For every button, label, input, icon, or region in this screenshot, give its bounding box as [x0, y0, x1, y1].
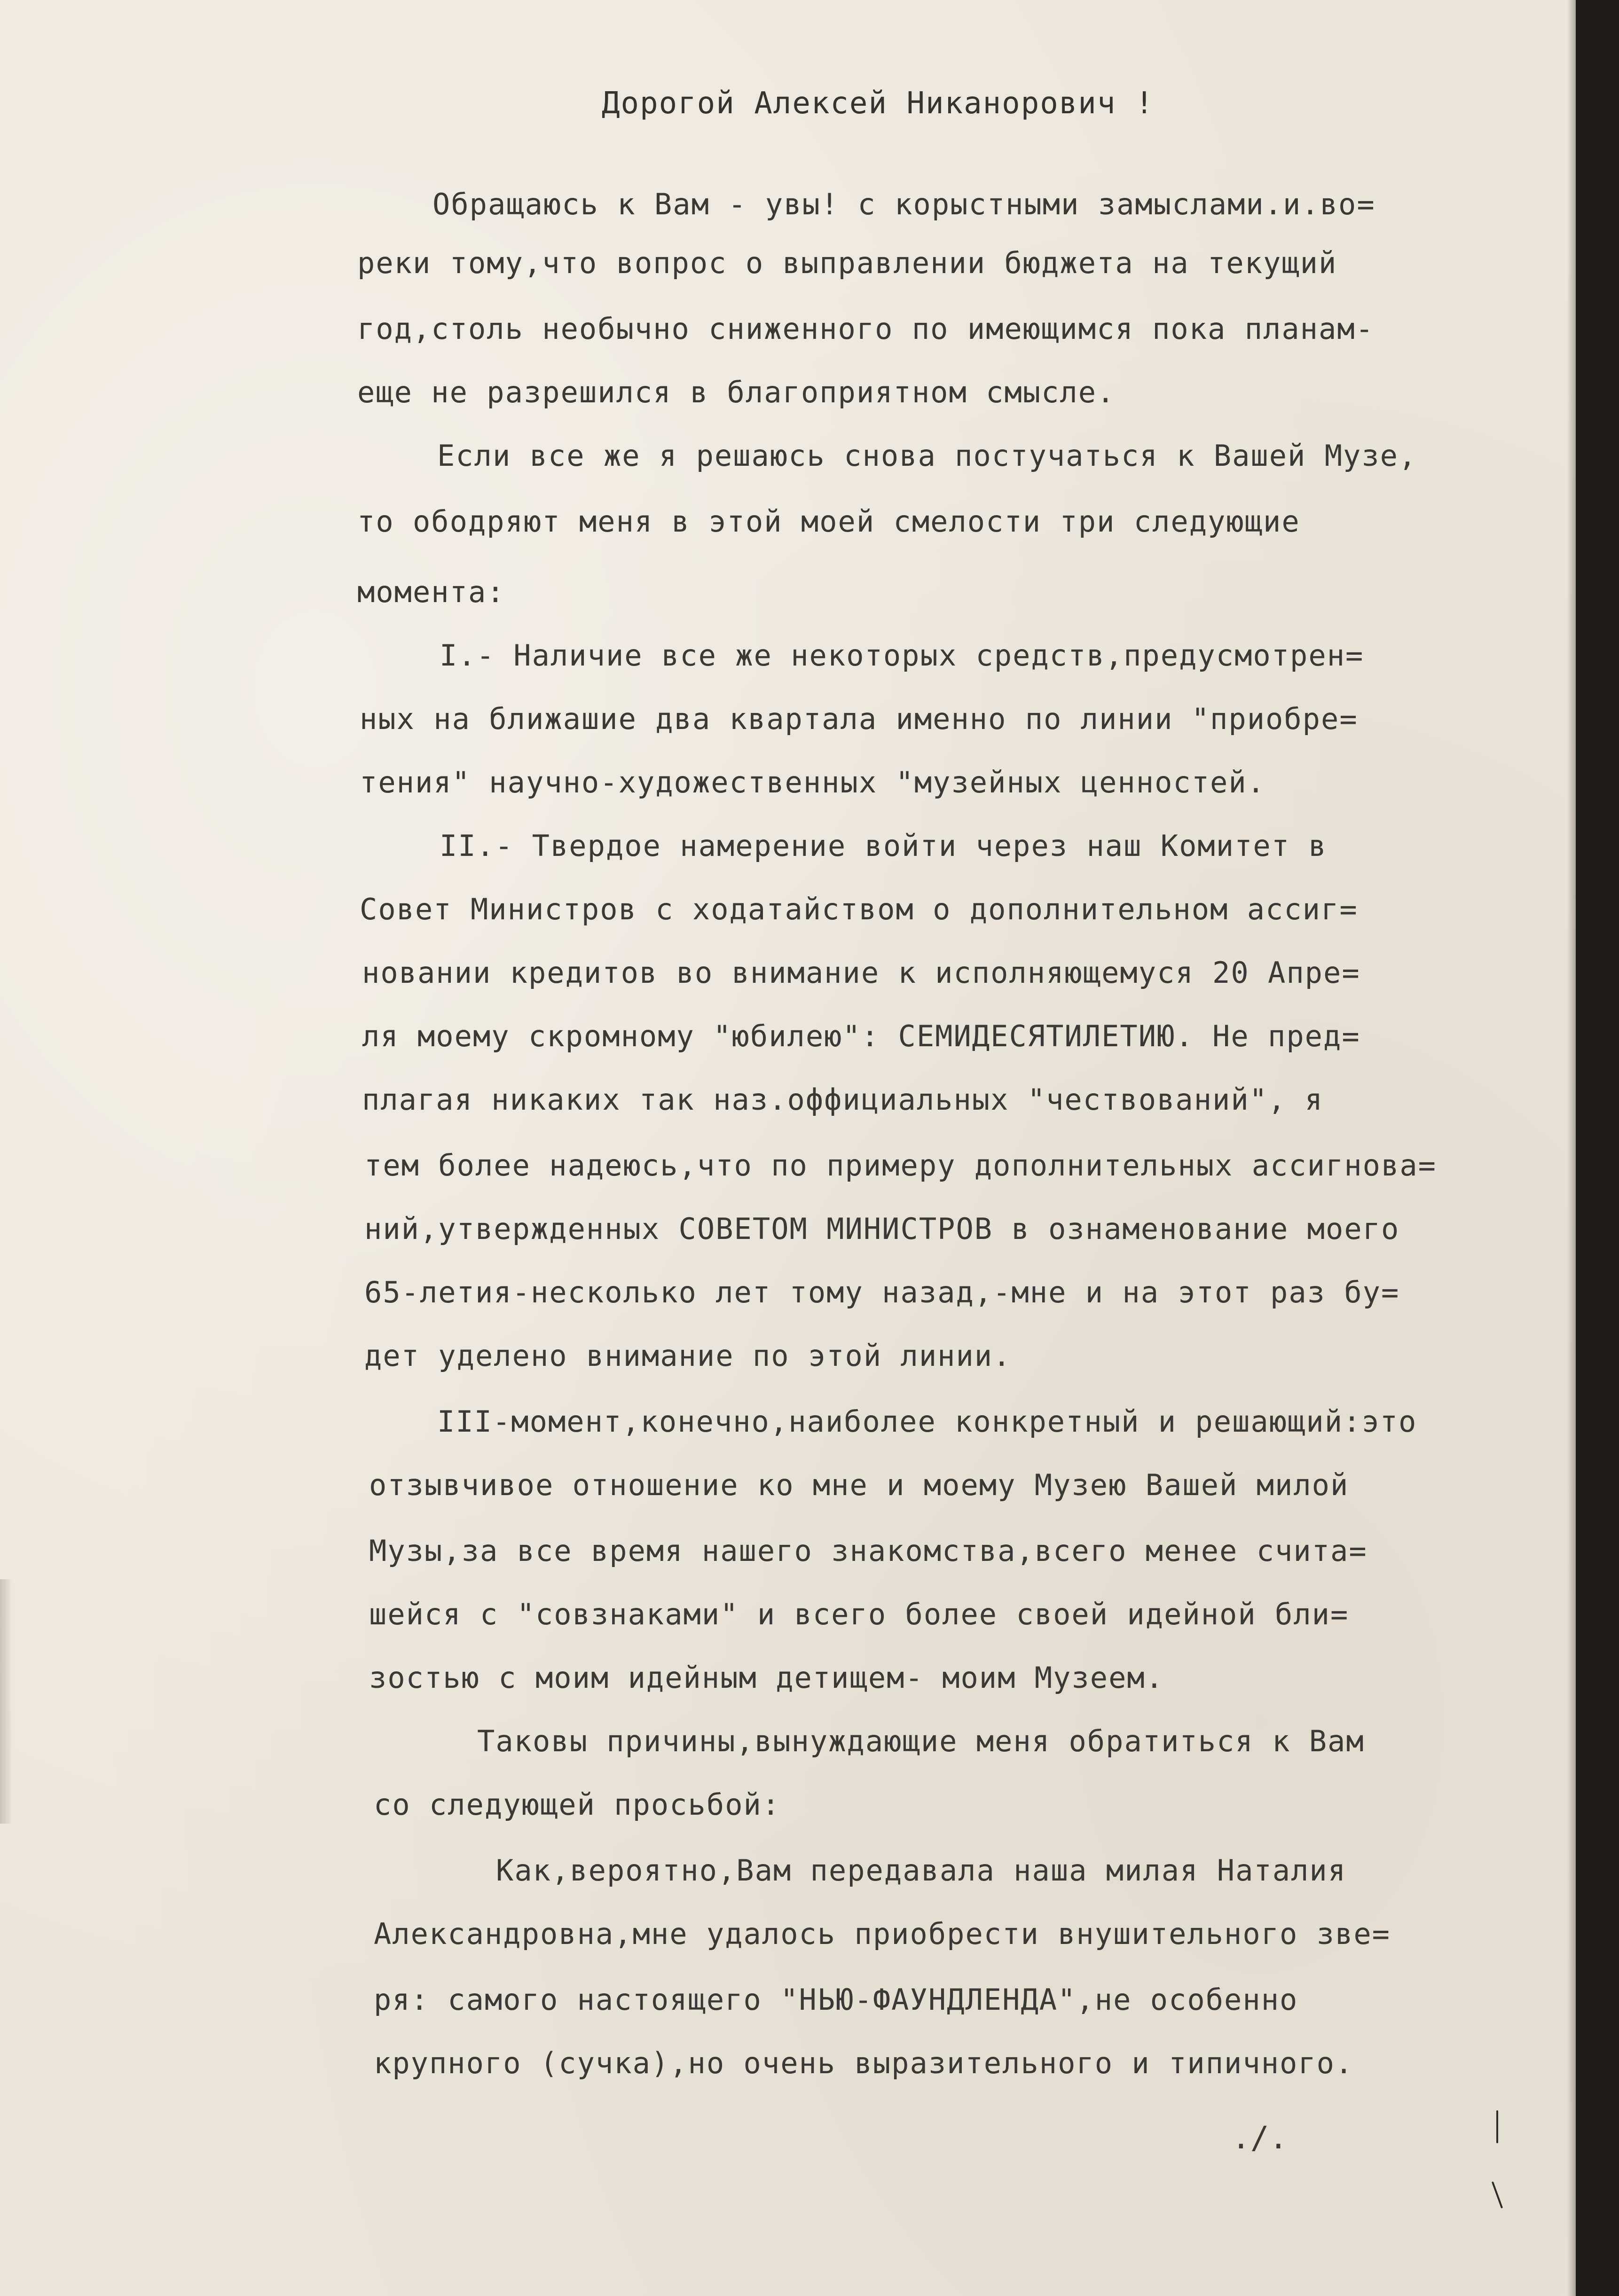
page-continuation-mark: ./.: [1232, 2120, 1288, 2156]
text-line: Как,вероятно,Вам передавала наша милая Наталия: [496, 1853, 1347, 1888]
text-line: Музы,за все время нашего знакомства,всего менее счита=: [369, 1534, 1368, 1568]
text-line: II.- Твердое намерение войти через наш Комитет в: [440, 829, 1327, 863]
text-line: Обращаюсь к Вам - увы! с корыстными замыслами.и.во=: [432, 187, 1375, 221]
text-line: Александровна,мне удалось приобрести внушительного зве=: [374, 1917, 1391, 1951]
text-line: дет уделено внимание по этой линии.: [364, 1339, 1012, 1373]
text-line: тения" научно-художественных "музейных ценностей.: [360, 765, 1266, 799]
text-line: еще не разрешился в благоприятном смысле.: [357, 375, 1116, 409]
text-line: 65-летия-несколько лет тому назад,-мне и на этот раз бу=: [364, 1275, 1400, 1309]
text-line: зостью с моим идейным детищем- моим Музеем.: [369, 1661, 1164, 1695]
text-line: ных на ближашие два квартала именно по линии "приобре=: [360, 702, 1358, 736]
text-line: Если все же я решаюсь снова постучаться к Вашей Музе,: [437, 439, 1417, 473]
text-line: момента:: [357, 575, 505, 609]
text-line: со следующей просьбой:: [374, 1787, 781, 1822]
text-line: крупного (сучка),но очень выразительного и типичного.: [374, 2046, 1354, 2080]
salutation: Дорогой Алексей Никанорович !: [602, 86, 1155, 121]
text-line: III-момент,конечно,наиболее конкретный и решающий:это: [437, 1404, 1417, 1439]
text-line: Таковы причины,вынуждающие меня обратиться к Вам: [477, 1724, 1365, 1758]
text-line: тем более надеюсь,что по примеру дополнительных ассигнова=: [364, 1148, 1437, 1183]
margin-tick-mark: [1496, 2110, 1498, 2143]
text-line: ря: самого настоящего "НЬЮ-ФАУНДЛЕНДА",не особенно: [374, 1983, 1298, 2017]
text-line: I.- Наличие все же некоторых средств,предусмотрен=: [440, 638, 1364, 673]
text-line: отзывчивое отношение ко мне и моему Музею Вашей милой: [369, 1468, 1349, 1502]
text-line: ля моему скромному "юбилею": СЕМИДЕСЯТИЛЕТИЮ. Не пред=: [362, 1019, 1360, 1053]
text-line: то ободряют меня в этой моей смелости три следующие: [357, 504, 1300, 539]
page-edge-shadow: [1567, 0, 1576, 2296]
text-line: новании кредитов во внимание к исполняющемуся 20 Апре=: [362, 956, 1360, 990]
text-line: год,столь необычно сниженного по имеющимся пока планам-: [357, 312, 1374, 346]
text-line: шейся с "совзнаками" и всего более своей идейной бли=: [369, 1597, 1349, 1631]
text-line: реки тому,что вопрос о выправлении бюджета на текущий: [357, 246, 1337, 280]
text-line: ний,утвержденных СОВЕТОМ МИНИСТРОВ в ознаменование моего: [364, 1212, 1400, 1246]
text-line: плагая никаких так наз.оффициальных "чествований", я: [362, 1082, 1324, 1117]
text-line: Совет Министров с ходатайством о дополнительном ассиг=: [360, 892, 1358, 926]
